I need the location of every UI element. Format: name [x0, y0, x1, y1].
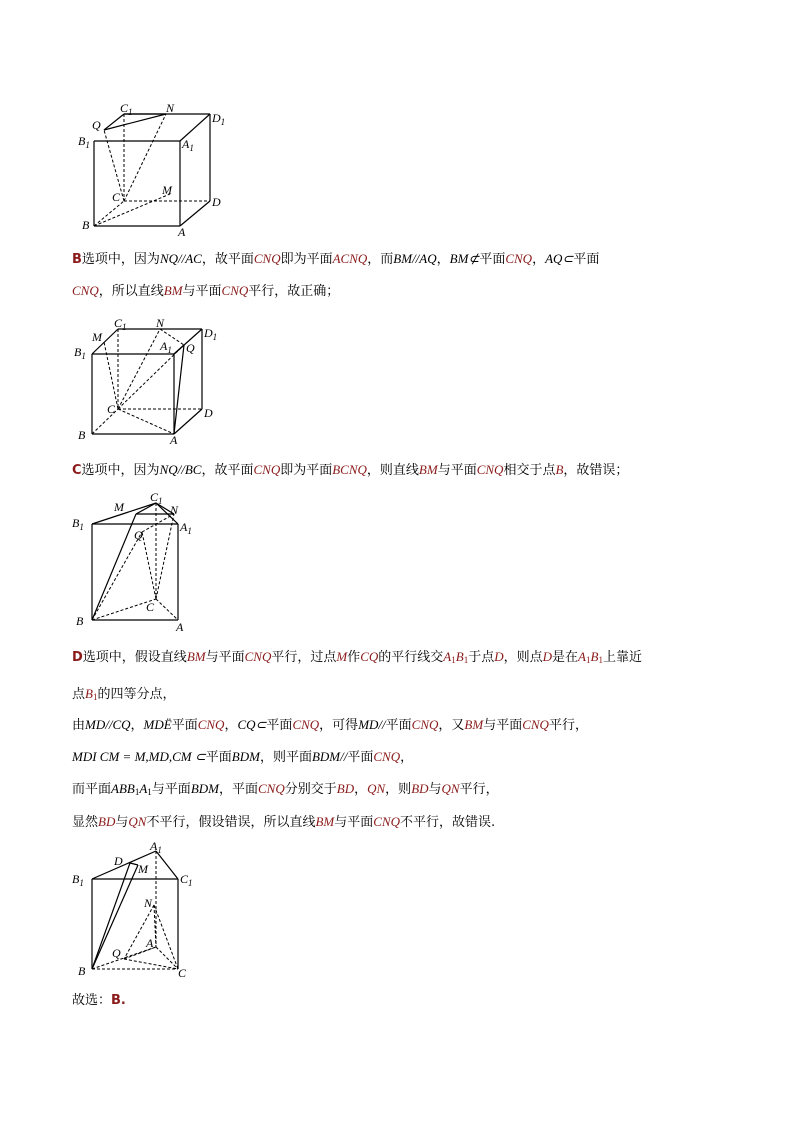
label-A: A — [176, 620, 184, 634]
label-M: M — [162, 183, 172, 197]
label-B: B — [78, 428, 86, 442]
label-B1: $B_1$ — [78, 134, 90, 150]
label-A: A — [146, 936, 154, 950]
label-Q: Q — [112, 946, 121, 960]
label-B: B — [76, 614, 84, 628]
label-D: D — [212, 195, 221, 209]
label-A1: $A_1$ — [150, 839, 162, 855]
label-M: M — [138, 862, 148, 876]
label-M: M — [92, 330, 102, 344]
option-d-line-3: 由MD//CQ，MDË平面CNQ，CQ⊂平面CNQ，可得MD//平面CNQ，又BM与平面CNQ平行， — [72, 717, 588, 733]
label-C1: $C_1$ — [180, 872, 193, 888]
label-C: C — [146, 600, 155, 614]
label-A1: $A_1$ — [182, 137, 194, 153]
label-A: A — [178, 225, 186, 239]
label-D1: $D_1$ — [204, 326, 218, 342]
label-D: D — [114, 854, 123, 868]
option-c-line-1: C选项中，因为NQ//BC，故平面CNQ即为平面BCNQ，则直线BM与平面CNQ相交于点B，故错误； — [72, 462, 629, 478]
option-d-line-1: D选项中，假设直线BM与平面CNQ平行，过点M作CQ的平行线交$A_1B_1$于点D，则点D是在$A_1B_1$上靠近 — [72, 649, 642, 665]
option-label-c: C — [72, 463, 82, 478]
label-N: N — [166, 101, 175, 115]
label-N: N — [156, 316, 165, 330]
label-Q: Q — [186, 341, 195, 355]
label-C1: $C_1$ — [114, 316, 127, 332]
label-B: B — [82, 218, 90, 232]
option-b-line-2: CNQ，所以直线BM与平面CNQ平行，故正确； — [72, 283, 340, 299]
label-Q: Q — [92, 118, 101, 132]
label-C1: $C_1$ — [120, 101, 133, 117]
label-C: C — [112, 190, 121, 204]
option-label-d: D — [72, 650, 83, 665]
label-M: M — [114, 500, 124, 514]
label-C1: $C_1$ — [150, 490, 163, 506]
label-C: C — [107, 402, 116, 416]
option-label-b: B — [72, 252, 82, 267]
option-d-line-4: MDI CM = M,MD,CM ⊂平面BDM，则平面BDM//平面CNQ， — [72, 749, 414, 765]
label-B1: $B_1$ — [72, 516, 84, 532]
figure-cube-1 — [70, 98, 240, 238]
label-A: A — [170, 433, 178, 447]
label-A1: $A_1$ — [180, 520, 192, 536]
figure-cube-2 — [70, 312, 240, 452]
label-B1: $B_1$ — [74, 345, 86, 361]
label-B1: $B_1$ — [72, 872, 84, 888]
label-D: D — [204, 406, 213, 420]
label-D1: $D_1$ — [212, 111, 226, 127]
label-N: N — [170, 503, 179, 517]
label-C: C — [178, 966, 187, 980]
figure-prism-4 — [70, 835, 210, 985]
answer-line: 故选：B. — [72, 993, 126, 1008]
option-d-line-2: 点$B_1$的四等分点， — [72, 686, 176, 702]
option-b-line-1: B选项中，因为NQ//AC，故平面CNQ即为平面ACNQ，而BM//AQ，BM⊄平面CNQ，AQ⊂平面 — [72, 251, 600, 267]
figure-prism-3 — [70, 487, 210, 633]
label-A1: $A_1$ — [160, 339, 172, 355]
option-d-line-6: 显然BD与QN不平行，假设错误，所以直线BM与平面CNQ不平行，故错误. — [72, 814, 496, 830]
label-Q: Q — [134, 528, 143, 542]
option-d-line-5: 而平面$ABB_1A_1$与平面BDM，平面CNQ分别交于BD，QN，则BD与QN平行， — [72, 781, 499, 797]
label-N: N — [144, 896, 153, 910]
answer-value: B. — [111, 993, 126, 1008]
label-B: B — [78, 964, 86, 978]
